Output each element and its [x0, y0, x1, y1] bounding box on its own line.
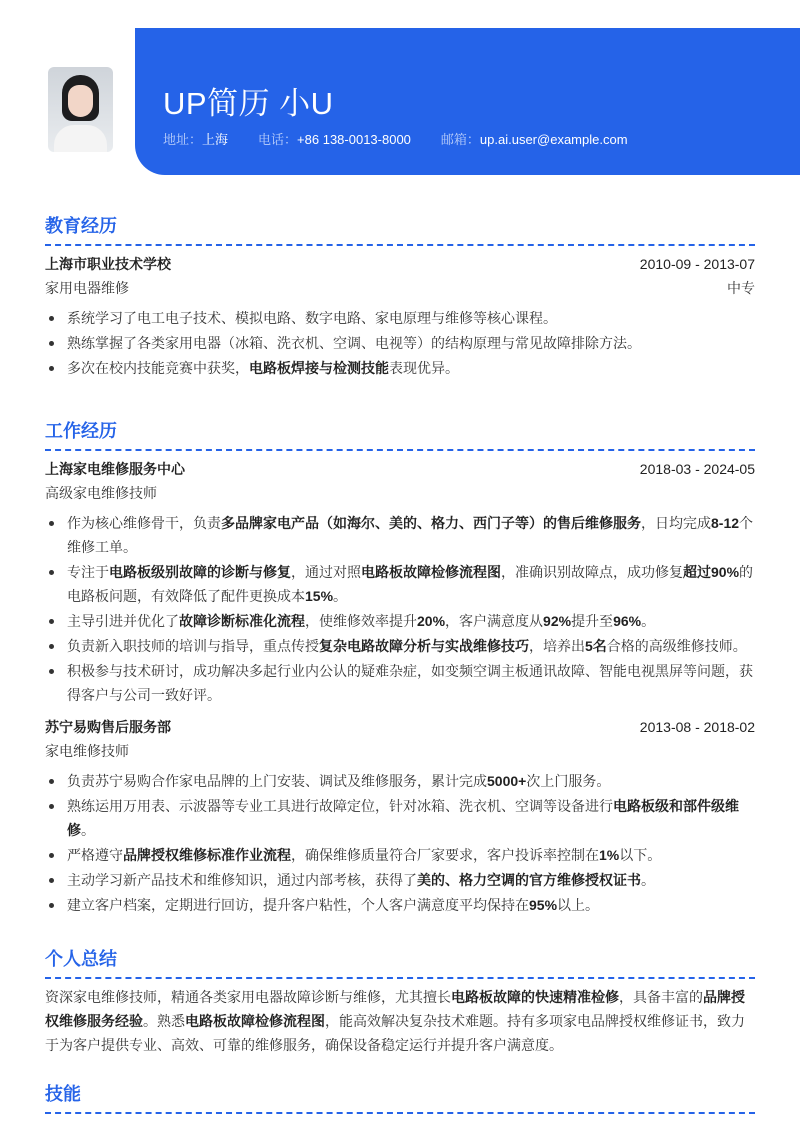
text-segment: ，能高效解决复杂技术难题。持有多项家电品牌授权维修证书，致力于为客户提供专业、高效、可靠的维修服务，确保设备稳定运行并提升客户满意度。 — [45, 1013, 745, 1053]
text-segment: 严格遵守 — [67, 847, 123, 863]
job-dates: 2018-03 - 2024-05 — [639, 461, 755, 477]
text-segment: 。熟悉 — [143, 1013, 185, 1029]
highlight-text: 电路板焊接与检测技能 — [249, 360, 389, 376]
section-divider — [45, 449, 755, 451]
highlight-text: 故障诊断标准化流程 — [179, 613, 305, 629]
highlight-text: 品牌授权维修标准作业流程 — [123, 847, 291, 863]
avatar — [48, 67, 113, 152]
resume-header — [135, 28, 800, 175]
phone-label: 电话： — [258, 132, 298, 147]
company-name: 上海家电维修服务中心 — [45, 461, 185, 477]
highlight-text: 5名 — [585, 638, 607, 654]
edu-dates: 2010-09 - 2013-07 — [639, 256, 755, 272]
section-title: 个人总结 — [45, 949, 117, 969]
highlight-text: 电路板故障的快速精准检修 — [451, 989, 619, 1005]
phone-value: +86 138-0013-8000 — [297, 132, 411, 147]
list-item — [45, 843, 755, 867]
text-segment: 多次在校内技能竞赛中获奖， — [67, 360, 249, 376]
list-item — [45, 893, 755, 917]
text-segment: 作为核心维修骨干，负责 — [67, 515, 221, 531]
text-segment: 专注于 — [67, 564, 109, 580]
text-segment: ，日均完成 — [641, 515, 711, 531]
text-segment: 。 — [641, 613, 656, 629]
text-segment: 熟练运用万用表、示波器等专业工具进行故障定位，针对冰箱、洗衣机、空调等设备进行 — [67, 798, 613, 814]
email-label: 邮箱： — [440, 132, 480, 147]
highlight-text: 15% — [305, 588, 334, 604]
text-segment: 负责苏宁易购合作家电品牌的上门安装、调试及维修服务，累计完成 — [67, 773, 487, 789]
skills-section — [45, 1080, 755, 1120]
job-bullets — [45, 511, 755, 707]
text-segment: ，确保维修质量符合厂家要求，客户投诉率控制在 — [291, 847, 599, 863]
text-segment: 积极参与技术研讨，成功解决多起行业内公认的疑难杂症，如变频空调主板通讯故障、智能电视黑屏等问题，获得客户与公司一致好评。 — [67, 663, 753, 703]
text-segment: 提升至 — [571, 613, 614, 629]
contact-info — [163, 129, 628, 148]
work-section — [45, 417, 755, 918]
job-role: 家电维修技师 — [45, 743, 129, 759]
highlight-text: 92% — [543, 613, 572, 629]
job-role: 高级家电维修技师 — [45, 485, 157, 501]
school-name: 上海市职业技术学校 — [45, 256, 171, 272]
highlight-text: 多品牌家电产品（如海尔、美的、格力、西门子等）的售后维修服务 — [221, 515, 641, 531]
list-item — [45, 560, 755, 608]
text-segment: ，通过对照 — [291, 564, 361, 580]
highlight-text: 超过90% — [683, 564, 740, 580]
job-entry — [45, 457, 755, 707]
email-value: up.ai.user@example.com — [479, 132, 628, 147]
highlight-text: 美的、格力空调的官方维修授权证书 — [417, 872, 641, 888]
highlight-text: 95% — [529, 897, 558, 913]
education-section — [45, 212, 755, 381]
address-label: 地址： — [163, 132, 203, 147]
list-item — [45, 356, 755, 380]
highlight-text: 96% — [613, 613, 642, 629]
list-item — [45, 306, 755, 330]
text-segment: ，准确识别故障点，成功修复 — [501, 564, 683, 580]
text-segment: 系统学习了电工电子技术、模拟电路、数字电路、家电原理与维修等核心课程。 — [67, 310, 557, 326]
list-item — [45, 868, 755, 892]
section-title: 工作经历 — [45, 421, 117, 441]
text-segment: 主动学习新产品技术和维修知识，通过内部考核，获得了 — [67, 872, 417, 888]
text-segment: 。 — [333, 588, 348, 604]
job-bullets — [45, 769, 755, 917]
section-title: 教育经历 — [45, 216, 117, 236]
highlight-text: 电路板故障检修流程图 — [185, 1013, 325, 1029]
degree: 中专 — [727, 280, 755, 296]
text-segment: 建立客户档案，定期进行回访，提升客户粘性，个人客户满意度平均保持在 — [67, 897, 529, 913]
text-segment: ，具备丰富的 — [619, 989, 703, 1005]
job-dates: 2013-08 - 2018-02 — [639, 719, 755, 735]
section-divider — [45, 977, 755, 979]
list-item — [45, 794, 755, 842]
text-segment: 主导引进并优化了 — [67, 613, 179, 629]
text-segment: 个维修工单。 — [67, 515, 754, 555]
highlight-text: 1% — [599, 847, 620, 863]
list-item — [45, 511, 755, 559]
list-item — [45, 634, 755, 658]
text-segment: 。 — [641, 872, 655, 888]
section-divider — [45, 1112, 755, 1114]
text-segment: 的电路板问题，有效降低了配件更换成本 — [67, 564, 754, 604]
list-item — [45, 331, 755, 355]
text-segment: 熟练掌握了各类家用电器（冰箱、洗衣机、空调、电视等）的结构原理与常见故障排除方法。 — [67, 335, 641, 351]
list-item — [45, 659, 755, 707]
section-divider — [45, 244, 755, 246]
education-bullets — [45, 306, 755, 380]
text-segment: 以下。 — [619, 847, 662, 863]
highlight-text: 电路板级和部件级维修 — [67, 798, 739, 838]
text-segment: ，培养出 — [529, 638, 585, 654]
text-segment: 以上。 — [557, 897, 600, 913]
highlight-text: 复杂电路故障分析与实战维修技巧 — [319, 638, 529, 654]
highlight-text: 20% — [417, 613, 446, 629]
text-segment: ，客户满意度从 — [445, 613, 544, 629]
highlight-text: 8-12 — [711, 515, 740, 531]
text-segment: 资深家电维修技师，精通各类家用电器故障诊断与维修，尤其擅长 — [45, 989, 451, 1005]
list-item — [45, 769, 755, 793]
job-entry — [45, 715, 755, 917]
text-segment: ，使维修效率提升 — [305, 613, 417, 629]
text-segment: 合格的高级维修技师。 — [606, 638, 747, 654]
text-segment: 。 — [81, 822, 95, 838]
list-item — [45, 609, 755, 633]
candidate-name: UP简历 小U — [163, 86, 334, 121]
major: 家用电器维修 — [45, 280, 129, 296]
section-title: 技能 — [45, 1084, 81, 1104]
highlight-text: 电路板级别故障的诊断与修复 — [109, 564, 291, 580]
address-value: 上海 — [202, 132, 229, 147]
company-name: 苏宁易购售后服务部 — [45, 719, 171, 735]
text-segment: 负责新入职技师的培训与指导，重点传授 — [67, 638, 319, 654]
highlight-text: 电路板故障检修流程图 — [361, 564, 501, 580]
text-segment: 表现优异。 — [389, 360, 459, 376]
highlight-text: 品牌授权维修服务经验 — [45, 989, 745, 1029]
highlight-text: 5000+ — [487, 773, 527, 789]
text-segment: 次上门服务。 — [526, 773, 611, 789]
summary-text — [45, 985, 755, 1057]
summary-section — [45, 945, 755, 1057]
